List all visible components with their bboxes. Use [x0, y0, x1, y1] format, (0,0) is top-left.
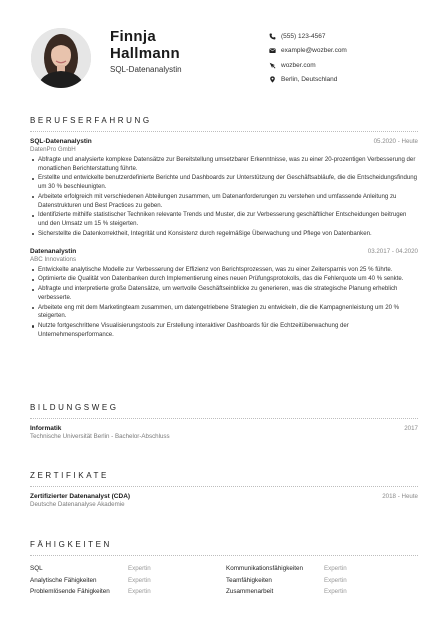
website-text: wozber.com — [281, 61, 316, 69]
skills-grid — [30, 565, 418, 595]
skill-level: Expertin — [324, 565, 347, 572]
last-name: Hallmann — [110, 45, 180, 62]
job-entry — [30, 138, 418, 239]
skill-level: Expertin — [128, 588, 151, 595]
certificates-section — [30, 471, 418, 514]
phone-icon — [268, 32, 276, 40]
bullet-item: Sicherstellte die Datenkorrektheit, Integrität und Konsistenz durch regelmäßige Überwachung und Pflege von Datenbanken. — [30, 230, 418, 239]
job-date: 03.2017 - 04.2020 — [367, 247, 418, 255]
skill-level: Expertin — [324, 576, 347, 584]
link-icon — [268, 61, 276, 69]
skill-level: Expertin — [324, 588, 347, 595]
certificate-title: Zertifizierter Datenanalyst (CDA) — [30, 493, 131, 500]
email-text: example@wozber.com — [281, 47, 347, 54]
contact-list — [268, 29, 438, 87]
job-entry — [30, 248, 418, 340]
job-date: 05.2020 - Heute — [373, 138, 418, 145]
bullet-item: Arbeitete eng mit dem Marketingteam zusammen, um datengetriebene Strategien zu entwickeln, die die Kampagnenleistung um 20 % steigerten. — [30, 304, 418, 321]
resume-header — [0, 0, 448, 110]
location-text: Berlin, Deutschland — [281, 76, 338, 83]
bullet-item: Erstellte und entwickelte benutzerdefinierte Berichte und Dashboards zur Unterstützung der Geschäftsabläufe, die die Entscheidungsfindung um 30 % beschleunigten. — [30, 174, 418, 191]
education-entry — [30, 425, 418, 440]
skill-level: Expertin — [128, 576, 151, 584]
job-title: SQL-Datenanalystin — [110, 65, 182, 74]
bullet-item: Identifizierte mithilfe statistischer Techniken relevante Trends und Muster, die zur Verbesserung geschäftlicher Entscheidungen beitrugen und den Umsatz um 15 % steigerten. — [30, 211, 418, 228]
portrait-image — [31, 28, 91, 88]
certificates-heading: ZERTIFIKATE — [30, 471, 418, 487]
job-company: DatenPro GmbH — [30, 146, 76, 153]
bullet-item: Abfragte und interpretierte große Datensätze, um wertvolle Geschäftseinblicke zu generieren, was die strategische Planung erheblich verbesserte. — [30, 285, 418, 302]
education-date: 2017 — [404, 425, 418, 432]
job-title: SQL-Datenanalystin — [30, 138, 92, 145]
bullet-item: Entwickelte analytische Modelle zur Verbesserung der Effizienz von Berichtsprozessen, was zu einer Zeitersparnis von 25 % führte. — [30, 266, 418, 275]
skill-level: Expertin — [128, 565, 151, 572]
skill-name: Analytische Fähigkeiten — [30, 576, 97, 584]
profile-photo — [31, 28, 91, 88]
skill-name: Teamfähigkeiten — [226, 576, 272, 584]
certificate-issuer: Deutsche Datenanalyse Akademie — [30, 501, 125, 508]
education-detail: Technische Universität Berlin - Bachelor-Abschluss — [30, 433, 170, 440]
job-company: ABC Innovations — [30, 255, 77, 263]
experience-heading: BERUFSERFAHRUNG — [30, 116, 418, 132]
full-name — [110, 28, 250, 62]
bullet-item: Optimierte die Qualität von Datenbanken durch Implementierung eines neuen Prüfungsprotokolls, das die Fehlerquote um 40 % senkte. — [30, 275, 418, 284]
education-heading: BILDUNGSWEG — [30, 403, 418, 419]
education-section — [30, 403, 418, 446]
contact-phone[interactable] — [268, 29, 438, 43]
skill-name: Kommunikationsfähigkeiten — [226, 565, 304, 572]
certificate-entry — [30, 493, 418, 508]
mail-icon — [268, 47, 276, 55]
experience-section — [30, 116, 418, 345]
skill-name: Zusammenarbeit — [226, 588, 274, 595]
phone-text: (555) 123-4567 — [281, 32, 326, 40]
job-bullets — [30, 156, 418, 239]
contact-location — [268, 73, 438, 87]
contact-email[interactable] — [268, 44, 438, 58]
certificate-date: 2018 - Heute — [382, 493, 418, 500]
skills-heading: FÄHIGKEITEN — [30, 540, 418, 556]
skills-section — [30, 540, 418, 595]
education-title: Informatik — [30, 425, 62, 432]
skill-name: Problemlösende Fähigkeiten — [30, 588, 110, 595]
bullet-item: Abfragte und analysierte komplexe Datensätze zur Bereitstellung umsetzbarer Erkenntnisse, was zu einer 20-prozentigen Verbesserung der monatlichen Berichterstattung führte. — [30, 156, 418, 173]
first-name: Finnja — [110, 28, 156, 45]
job-bullets — [30, 266, 418, 340]
skill-name: SQL — [30, 565, 43, 572]
job-title: Datenanalystin — [30, 247, 77, 255]
contact-website[interactable] — [268, 58, 438, 72]
bullet-item: Arbeitete erfolgreich mit verschiedenen Abteilungen zusammen, um Datenanforderungen zu verstehen und umfassende Anleitung zu Datenstrukturen und Best Practices zu geben. — [30, 193, 418, 210]
bullet-item: Nutzte fortgeschrittene Visualisierungstools zur Erstellung interaktiver Dashboards für die Echtzeitüberwachung der Unternehmensperformance. — [30, 322, 418, 339]
location-pin-icon — [268, 76, 276, 84]
